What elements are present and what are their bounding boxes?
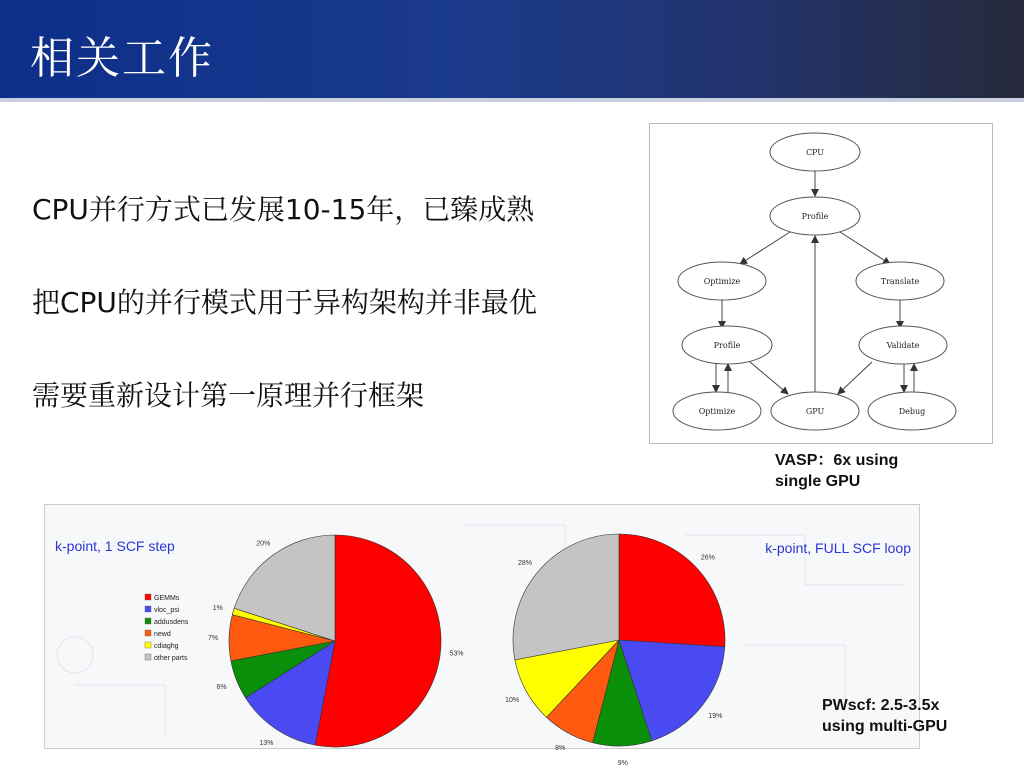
pie1-value-label: 7% — [208, 635, 219, 643]
pie2-value-label: 28% — [517, 560, 533, 568]
legend-swatch — [145, 594, 151, 600]
legend-label: cdiaghg — [154, 643, 179, 650]
node-label: Translate — [880, 277, 920, 286]
node-label: Validate — [886, 341, 920, 350]
pie1-value-label: 6% — [216, 683, 227, 691]
workflow-diagram-svg — [650, 124, 992, 443]
background-texture — [57, 525, 905, 735]
legend-label: other parts — [154, 655, 188, 662]
pie2-value-label: 19% — [708, 712, 723, 720]
legend-label: vloc_psi — [154, 607, 180, 614]
legend-label: newd — [154, 631, 171, 638]
legend-swatch — [145, 606, 151, 612]
bullet-list — [32, 190, 632, 469]
legend-label: addusdens — [154, 619, 189, 626]
bullet-item: 把CPU的并行模式用于异构架构并非最优 — [32, 286, 537, 319]
pie2-value-label: 10% — [505, 696, 520, 704]
bullet-item: 需要重新设计第一原理并行框架 — [32, 379, 425, 412]
vasp-caption-line: single GPU — [775, 473, 861, 490]
node-label: Profile — [801, 212, 829, 221]
pie1-value-label: 13% — [259, 739, 274, 747]
node-label: Debug — [898, 407, 926, 416]
pie-legend — [145, 594, 189, 662]
node-label: Profile — [713, 341, 741, 350]
node-label: CPU — [805, 148, 825, 157]
slide-title: 相关工作 — [30, 33, 214, 84]
pie-charts-svg — [45, 505, 919, 767]
pie1 — [208, 535, 463, 747]
node-label: GPU — [805, 407, 825, 416]
pwscf-caption-line: using multi-GPU — [822, 718, 948, 735]
pie2-title: k-point, FULL SCF loop — [765, 540, 911, 556]
vasp-caption — [775, 450, 898, 492]
legend-swatch — [145, 630, 151, 636]
node-label: Optimize — [703, 277, 741, 286]
legend-swatch — [145, 654, 151, 660]
legend-label: GEMMs — [154, 595, 180, 602]
pwscf-caption — [822, 695, 947, 737]
pie1-value-label: 53% — [449, 650, 464, 658]
pie1-title: k-point, 1 SCF step — [55, 538, 175, 554]
legend-swatch — [145, 618, 151, 624]
pie2-value-label: 8% — [555, 744, 566, 752]
pie1-value-label: 1% — [212, 605, 223, 612]
title-bar — [0, 0, 1024, 102]
pwscf-caption-line: PWscf: 2.5-3.5x — [822, 697, 940, 714]
pie2-value-label: 26% — [700, 554, 715, 562]
node-label: Optimize — [698, 407, 736, 416]
pie1-value-label: 20% — [256, 540, 271, 548]
pie-charts-panel — [44, 504, 920, 767]
workflow-diagram — [649, 123, 993, 444]
bullet-item: CPU并行方式已发展10-15年，已臻成熟 — [32, 193, 535, 226]
pie2-value-label: 9% — [617, 759, 628, 767]
pie2-slice-gemms — [619, 534, 725, 647]
pie2 — [505, 534, 725, 767]
pie2-slice-other-parts — [513, 534, 619, 660]
vasp-caption-line: VASP：6x using — [775, 452, 899, 469]
legend-swatch — [145, 642, 151, 648]
